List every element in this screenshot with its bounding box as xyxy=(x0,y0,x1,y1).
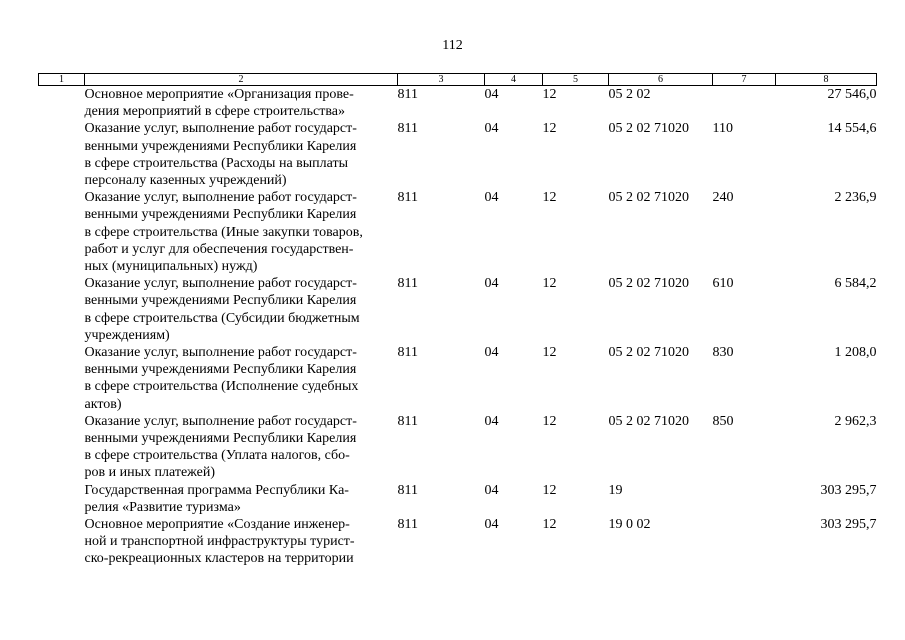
description-line: ско-рекреационных кластеров на территории xyxy=(84,551,354,567)
table-row xyxy=(39,413,877,482)
cell-subsection-code: 12 xyxy=(542,482,557,498)
cell-section-code: 04 xyxy=(484,276,499,292)
cell-ministry-code: 811 xyxy=(397,413,418,429)
column-header-7: 7 xyxy=(713,74,776,86)
cell-amount: 2 236,9 xyxy=(834,190,877,206)
table-row xyxy=(39,516,877,568)
cell-col-1 xyxy=(39,413,85,482)
description-line: Основное мероприятие «Организация прове- xyxy=(84,87,354,102)
description-line: Оказание услуг, выполнение работ государст- xyxy=(84,413,357,429)
cell-description xyxy=(85,516,398,568)
cell-amount: 303 295,7 xyxy=(820,482,877,498)
cell-ministry-code: 811 xyxy=(397,276,418,292)
cell-target-article: 05 2 02 71020 xyxy=(608,345,689,361)
cell-target-article: 19 0 02 xyxy=(608,517,651,533)
table-row xyxy=(39,344,877,413)
cell-section-code: 04 xyxy=(484,87,499,102)
description-line: венными учреждениями Республики Карелия xyxy=(84,362,357,378)
column-header-4: 4 xyxy=(485,74,543,86)
cell-target-article: 05 2 02 71020 xyxy=(608,276,689,292)
cell-expense-type: 240 xyxy=(712,190,734,206)
description-line: венными учреждениями Республики Карелия xyxy=(84,431,357,447)
cell-section-code: 04 xyxy=(484,345,499,361)
cell-col-1 xyxy=(39,275,85,344)
table-row xyxy=(39,275,877,344)
cell-expense-type xyxy=(713,86,776,121)
cell-description xyxy=(85,413,398,482)
cell-amount: 303 295,7 xyxy=(820,517,877,533)
cell-subsection-code: 12 xyxy=(542,276,557,292)
description-line: работ и услуг для обеспечения государствен- xyxy=(84,241,354,257)
description-line: в сфере строительства (Расходы на выплаты xyxy=(84,155,349,171)
cell-subsection-code: 12 xyxy=(542,121,557,137)
column-header-1: 1 xyxy=(39,74,85,86)
table-row xyxy=(39,120,877,189)
cell-ministry-code: 811 xyxy=(397,87,418,102)
cell-ministry-code: 811 xyxy=(397,345,418,361)
cell-section-code: 04 xyxy=(484,413,499,429)
cell-col-1 xyxy=(39,120,85,189)
description-line: в сфере строительства (Субсидии бюджетным xyxy=(84,310,360,326)
description-line: ных (муниципальных) нужд) xyxy=(84,259,258,275)
description-line: Оказание услуг, выполнение работ государст- xyxy=(84,190,357,206)
cell-description xyxy=(85,275,398,344)
cell-description xyxy=(85,344,398,413)
cell-col-1 xyxy=(39,516,85,568)
description-line: в сфере строительства (Уплата налогов, сбо- xyxy=(84,448,350,464)
column-header-8: 8 xyxy=(776,74,877,86)
cell-section-code: 04 xyxy=(484,517,499,533)
cell-ministry-code: 811 xyxy=(397,517,418,533)
cell-subsection-code: 12 xyxy=(542,190,557,206)
cell-description xyxy=(85,189,398,275)
cell-expense-type: 830 xyxy=(712,345,734,361)
description-line: венными учреждениями Республики Карелия xyxy=(84,293,357,309)
cell-expense-type xyxy=(713,516,776,568)
table-row xyxy=(39,482,877,516)
cell-ministry-code: 811 xyxy=(397,121,418,137)
cell-description xyxy=(85,86,398,121)
column-header-5: 5 xyxy=(543,74,609,86)
description-line: Оказание услуг, выполнение работ государст- xyxy=(84,345,357,361)
description-line: учреждениям) xyxy=(84,327,170,343)
table-row xyxy=(39,86,877,121)
cell-amount: 1 208,0 xyxy=(834,345,877,361)
cell-subsection-code: 12 xyxy=(542,87,557,102)
description-line: Оказание услуг, выполнение работ государст- xyxy=(84,121,357,137)
description-line: персоналу казенных учреждений) xyxy=(84,173,287,189)
cell-amount: 27 546,0 xyxy=(827,87,877,102)
cell-expense-type xyxy=(713,482,776,516)
column-number-header-row xyxy=(39,74,877,86)
cell-description xyxy=(85,482,398,516)
column-header-3: 3 xyxy=(398,74,485,86)
cell-expense-type: 110 xyxy=(712,121,733,137)
cell-amount: 2 962,3 xyxy=(834,413,877,429)
description-line: ной и транспортной инфраструктуры турист- xyxy=(84,534,355,550)
description-line: Государственная программа Республики Ка- xyxy=(84,482,349,498)
description-line: Оказание услуг, выполнение работ государст- xyxy=(84,276,357,292)
cell-expense-type: 850 xyxy=(712,413,734,429)
cell-target-article: 05 2 02 71020 xyxy=(608,413,689,429)
cell-amount: 6 584,2 xyxy=(834,276,877,292)
cell-section-code: 04 xyxy=(484,190,499,206)
cell-target-article: 05 2 02 xyxy=(608,87,651,102)
cell-col-1 xyxy=(39,189,85,275)
cell-section-code: 04 xyxy=(484,482,499,498)
table-row xyxy=(39,189,877,275)
description-line: ров и иных платежей) xyxy=(84,465,216,481)
description-line: релия «Развитие туризма» xyxy=(84,499,241,515)
cell-amount: 14 554,6 xyxy=(827,121,877,137)
cell-target-article: 19 xyxy=(608,482,623,498)
budget-table xyxy=(38,73,877,568)
cell-col-1 xyxy=(39,86,85,121)
cell-ministry-code: 811 xyxy=(397,190,418,206)
description-line: в сфере строительства (Иные закупки товаров, xyxy=(84,224,363,240)
page-number: 112 xyxy=(442,38,463,53)
description-line: венными учреждениями Республики Карелия xyxy=(84,138,357,154)
column-header-6: 6 xyxy=(609,74,713,86)
description-line: в сфере строительства (Исполнение судебных xyxy=(84,379,359,395)
table-body xyxy=(39,86,877,568)
cell-col-1 xyxy=(39,344,85,413)
description-line: дения мероприятий в сфере строительства» xyxy=(84,104,346,120)
cell-section-code: 04 xyxy=(484,121,499,137)
cell-col-1 xyxy=(39,482,85,516)
cell-subsection-code: 12 xyxy=(542,413,557,429)
description-line: Основное мероприятие «Создание инженер- xyxy=(84,517,350,533)
cell-subsection-code: 12 xyxy=(542,345,557,361)
cell-target-article: 05 2 02 71020 xyxy=(608,121,689,137)
cell-ministry-code: 811 xyxy=(397,482,418,498)
description-line: актов) xyxy=(84,396,122,412)
cell-expense-type: 610 xyxy=(712,276,734,292)
cell-description xyxy=(85,120,398,189)
cell-target-article: 05 2 02 71020 xyxy=(608,190,689,206)
description-line: венными учреждениями Республики Карелия xyxy=(84,207,357,223)
column-header-2: 2 xyxy=(85,74,398,86)
cell-subsection-code: 12 xyxy=(542,517,557,533)
